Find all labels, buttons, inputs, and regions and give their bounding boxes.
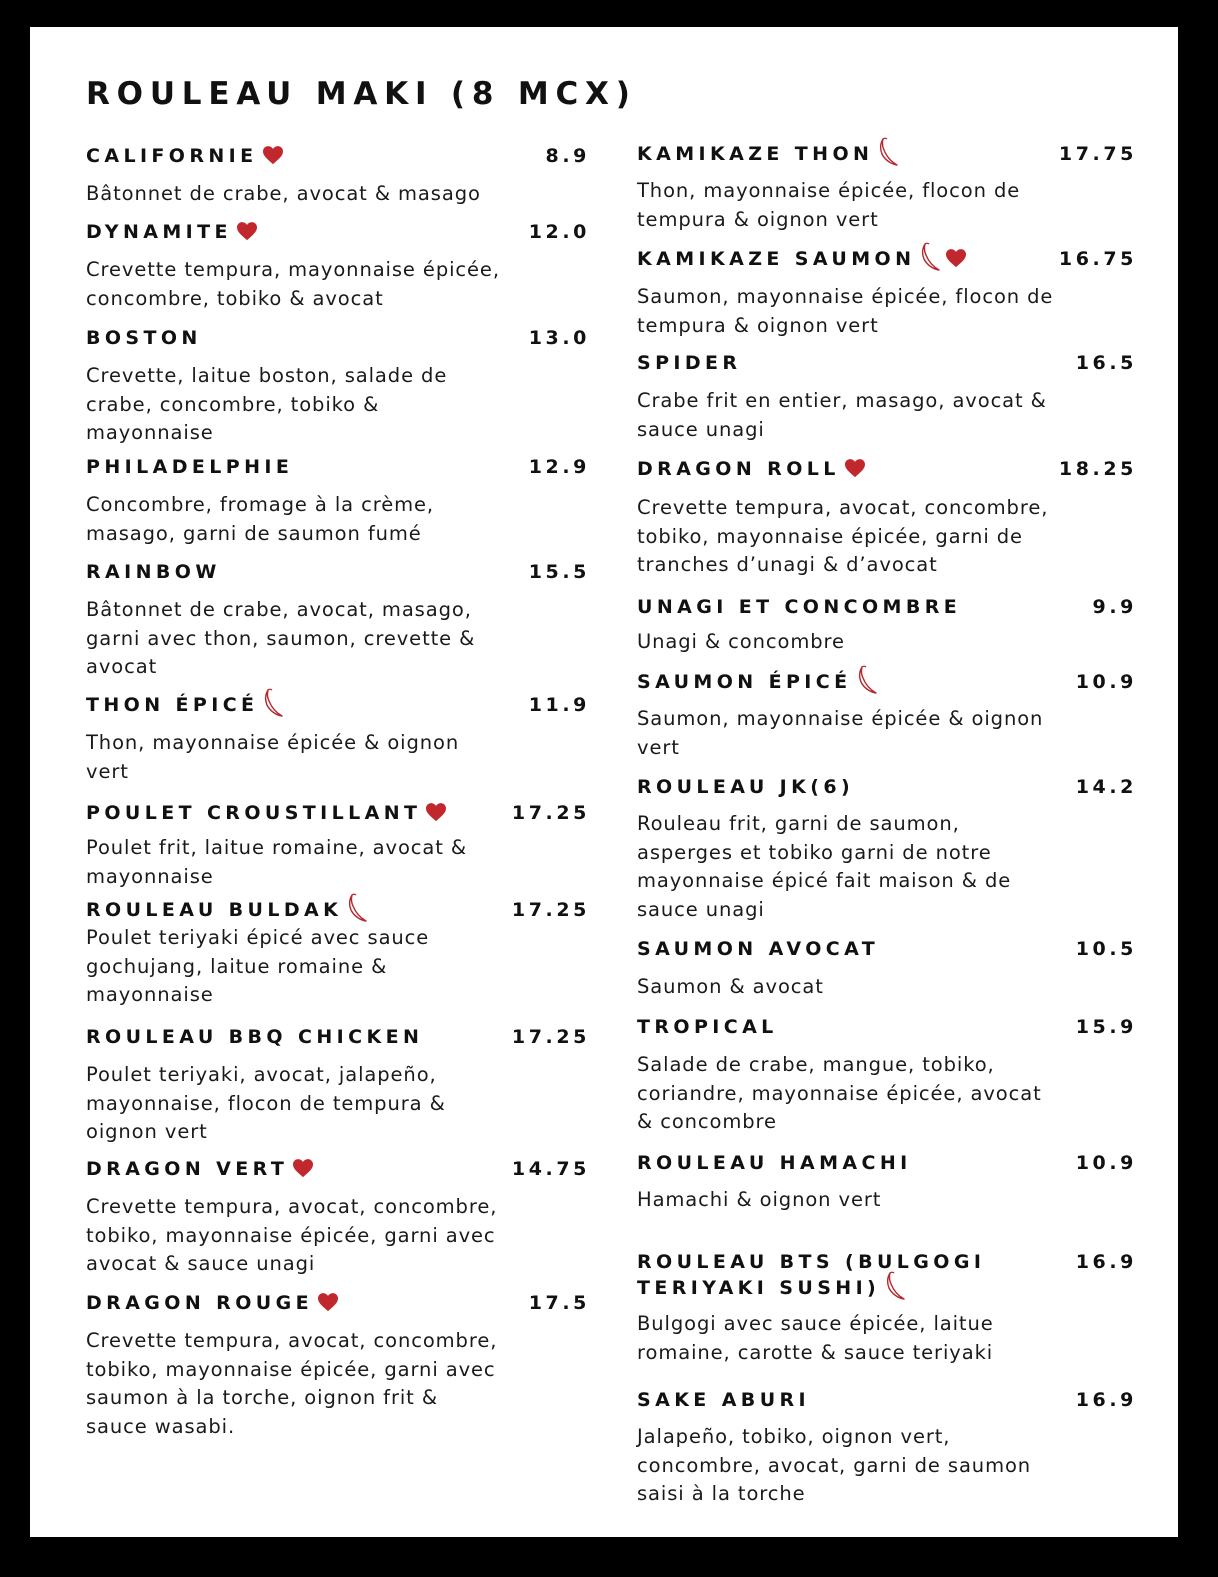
menu-item-price: 17.25	[511, 802, 590, 824]
menu-item	[637, 456, 1137, 577]
menu-item	[86, 1290, 590, 1438]
menu-item-header	[637, 1249, 1137, 1299]
menu-item-description: Jalapeño, tobiko, oignon vert, concombre, avocat, garni de saumon saisi à la torche	[637, 1425, 1032, 1506]
chili-pepper-icon	[919, 242, 941, 272]
menu-title: ROULEAU MAKI (8 MCX)	[86, 76, 637, 112]
menu-item-name-text: KAMIKAZE THON	[637, 143, 874, 165]
menu-item-description: Crabe frit en entier, masago, avocat & sauce unagi	[637, 389, 1047, 441]
menu-item-price: 11.9	[528, 694, 590, 716]
menu-item-name	[637, 246, 967, 272]
menu-item-description: Hamachi & oignon vert	[637, 1188, 882, 1211]
menu-item-description: Concombre, fromage à la crème, masago, garni de saumon fumé	[86, 493, 435, 545]
menu-item-name-text: DRAGON VERT	[86, 1158, 289, 1180]
menu-item-price: 12.9	[528, 456, 590, 478]
menu-item	[86, 559, 590, 679]
menu-item-name	[86, 897, 368, 923]
menu-item-name-text: UNAGI ET CONCOMBRE	[637, 596, 962, 618]
menu-item-header	[637, 1150, 1137, 1180]
chili-pepper-icon	[346, 893, 368, 923]
menu-item-name-text: ROULEAU BBQ CHICKEN	[86, 1026, 424, 1048]
menu-item	[637, 669, 1137, 759]
menu-item	[637, 936, 1137, 998]
menu-item-header	[86, 143, 590, 173]
menu-item	[637, 350, 1137, 441]
menu-item	[637, 141, 1137, 231]
menu-item-header	[86, 897, 590, 927]
menu-item-name	[637, 594, 961, 620]
menu-item-name-text: TROPICAL	[637, 1016, 778, 1038]
menu-item-description: Bâtonnet de crabe, avocat & masago	[86, 182, 481, 205]
menu-item-name-text: SAUMON ÉPICÉ	[637, 671, 852, 693]
chili-pepper-icon	[877, 137, 899, 167]
menu-item-price: 17.25	[511, 1026, 590, 1048]
menu-item-price: 15.9	[1075, 1016, 1137, 1038]
menu-item	[637, 594, 1137, 653]
menu-item-description: Crevette, laitue boston, salade de crabe, concombre, tobiko & mayonnaise	[86, 364, 448, 445]
menu-item-description: Crevette tempura, avocat, concombre, tobiko, mayonnaise épicée, garni avec saumon à la torche, oignon frit & sauce wasabi.	[86, 1329, 498, 1438]
menu-item	[86, 325, 590, 445]
menu-item-header	[637, 141, 1137, 171]
menu-item-price: 13.0	[528, 327, 590, 349]
menu-item-name	[637, 1014, 778, 1040]
menu-item	[637, 774, 1137, 921]
menu-item-header	[86, 219, 590, 249]
menu-item-name	[86, 692, 284, 718]
menu-item-name	[637, 774, 854, 800]
menu-item	[86, 219, 590, 310]
menu-item-name-text: ROULEAU BULDAK	[86, 899, 343, 921]
menu-item-header	[86, 1290, 590, 1320]
menu-item-price: 16.9	[1075, 1389, 1137, 1411]
menu-item-description: Thon, mayonnaise épicée, flocon de tempura & oignon vert	[637, 179, 1021, 231]
heart-icon	[236, 221, 258, 241]
menu-item-description: Saumon, mayonnaise épicée & oignon vert	[637, 707, 1044, 759]
menu-item-description: Bâtonnet de crabe, avocat, masago, garni avec thon, saumon, crevette & avocat	[86, 598, 476, 679]
menu-item-price: 15.5	[528, 561, 590, 583]
menu-item	[637, 1249, 1137, 1364]
menu-item-name-text: DYNAMITE	[86, 221, 232, 243]
menu-item-header	[637, 246, 1137, 276]
menu-item-name	[86, 454, 293, 480]
menu-item-name	[86, 559, 221, 585]
menu-item-description: Saumon, mayonnaise épicée, flocon de tempura & oignon vert	[637, 285, 1054, 337]
menu-item	[637, 1014, 1137, 1134]
heart-icon	[317, 1292, 339, 1312]
heart-icon	[262, 145, 284, 165]
menu-item-name-text: BOSTON	[86, 327, 202, 349]
menu-item-name-text: THON ÉPICÉ	[86, 694, 259, 716]
menu-item-price: 8.9	[545, 145, 590, 167]
menu-item-description: Crevette tempura, mayonnaise épicée, concombre, tobiko & avocat	[86, 258, 500, 310]
menu-item-name	[637, 936, 879, 962]
menu-item-name	[86, 800, 447, 826]
menu-item-name	[86, 143, 284, 169]
menu-item-header	[86, 1024, 590, 1054]
menu-item-description: Poulet teriyaki, avocat, jalapeño, mayonnaise, flocon de tempura & oignon vert	[86, 1063, 446, 1144]
menu-item-description: Poulet frit, laitue romaine, avocat & mayonnaise	[86, 836, 468, 888]
menu-item-name-text: CALIFORNIE	[86, 145, 258, 167]
menu-item-header	[637, 1014, 1137, 1044]
menu-item	[637, 1387, 1137, 1506]
menu-item-price: 14.75	[511, 1158, 590, 1180]
menu-item-name-text: POULET CROUSTILLANT	[86, 802, 422, 824]
menu-item-price: 17.25	[511, 899, 590, 921]
menu-item-name	[637, 1387, 810, 1413]
menu-item-description: Salade de crabe, mangue, tobiko, coriandre, mayonnaise épicée, avocat & concombre	[637, 1053, 1042, 1134]
menu-item-name	[86, 1156, 314, 1182]
menu-item-name	[86, 325, 202, 351]
menu-item-price: 9.9	[1092, 596, 1137, 618]
menu-item-header	[86, 1156, 590, 1186]
menu-item-name-text: KAMIKAZE SAUMON	[637, 248, 916, 270]
menu-item	[86, 454, 590, 545]
menu-item-name	[637, 669, 878, 695]
chili-pepper-icon	[884, 1271, 906, 1301]
menu-item-description: Crevette tempura, avocat, concombre, tobiko, mayonnaise épicée, garni de tranches d’unagi & d’avocat	[637, 496, 1049, 577]
menu-item-header	[86, 559, 590, 589]
menu-item-price: 10.9	[1075, 671, 1137, 693]
menu-item	[86, 897, 590, 1007]
menu-item-header	[86, 800, 590, 830]
menu-item-price: 12.0	[528, 221, 590, 243]
menu-item-name	[637, 350, 741, 376]
menu-item-name-text: SAKE ABURI	[637, 1389, 811, 1411]
menu-item-price: 10.9	[1075, 1152, 1137, 1174]
menu-item-price: 16.5	[1075, 352, 1137, 374]
menu-item-description: Poulet teriyaki épicé avec sauce gochujang, laitue romaine & mayonnaise	[86, 926, 430, 1007]
menu-item-description: Rouleau frit, garni de saumon, asperges et tobiko garni de notre mayonnaise épicé fait maison & de sauce unagi	[637, 812, 1012, 921]
menu-item-name	[637, 456, 866, 482]
menu-item-name	[637, 1249, 985, 1301]
menu-item-description: Unagi & concombre	[637, 630, 845, 653]
menu-item-price: 16.75	[1058, 248, 1137, 270]
menu-item	[86, 1156, 590, 1276]
menu-item	[86, 1024, 590, 1144]
menu-item-header	[86, 454, 590, 484]
menu-item-name	[86, 219, 258, 245]
menu-item-price: 17.75	[1058, 143, 1137, 165]
heart-icon	[292, 1158, 314, 1178]
menu-item-header	[637, 774, 1137, 804]
menu-item-name	[637, 141, 899, 167]
menu-item-header	[637, 936, 1137, 966]
menu-item-name-text: SPIDER	[637, 352, 742, 374]
menu-item-price: 14.2	[1075, 776, 1137, 798]
menu-item-name-text: ROULEAU BTS (BULGOGI	[637, 1251, 986, 1273]
menu-item-name	[86, 1024, 423, 1050]
menu-item-name-text: DRAGON ROUGE	[86, 1292, 313, 1314]
menu-item-description: Saumon & avocat	[637, 975, 824, 998]
menu-item-header	[637, 1387, 1137, 1417]
chili-pepper-icon	[262, 688, 284, 718]
menu-item-price: 18.25	[1058, 458, 1137, 480]
menu-item-description: Bulgogi avec sauce épicée, laitue romaine, carotte & sauce teriyaki	[637, 1312, 994, 1364]
menu-item-header	[86, 692, 590, 722]
menu-item	[86, 143, 590, 205]
menu-item-name-text: RAINBOW	[86, 561, 221, 583]
menu-item	[86, 800, 590, 888]
menu-item-name-text: ROULEAU HAMACHI	[637, 1152, 912, 1174]
menu-item-description: Thon, mayonnaise épicée & oignon vert	[86, 731, 460, 783]
menu-item-name	[637, 1150, 912, 1176]
menu-item-name-text: DRAGON ROLL	[637, 458, 840, 480]
menu-item-name	[86, 1290, 339, 1316]
menu-item	[637, 1150, 1137, 1211]
menu-item-name-text: PHILADELPHIE	[86, 456, 294, 478]
heart-icon	[425, 802, 447, 822]
menu-item-description: Crevette tempura, avocat, concombre, tobiko, mayonnaise épicée, garni avec avocat & sauce unagi	[86, 1195, 498, 1276]
menu-item-price: 16.9	[1075, 1251, 1137, 1273]
heart-icon	[844, 458, 866, 478]
menu-item-header	[637, 669, 1137, 699]
chili-pepper-icon	[856, 665, 878, 695]
menu-item-price: 17.5	[528, 1292, 590, 1314]
menu-item-name-line2: TERIYAKI SUSHI)	[637, 1275, 985, 1301]
menu-item-name-text: SAUMON AVOCAT	[637, 938, 880, 960]
menu-item-header	[86, 325, 590, 355]
menu-item-name-text: ROULEAU JK(6)	[637, 776, 855, 798]
menu-item	[637, 246, 1137, 337]
menu-item-header	[637, 456, 1137, 486]
menu-item-price: 10.5	[1075, 938, 1137, 960]
menu-item	[86, 692, 590, 783]
menu-item-header	[637, 594, 1137, 624]
menu-item-header	[637, 350, 1137, 380]
heart-icon	[945, 248, 967, 268]
